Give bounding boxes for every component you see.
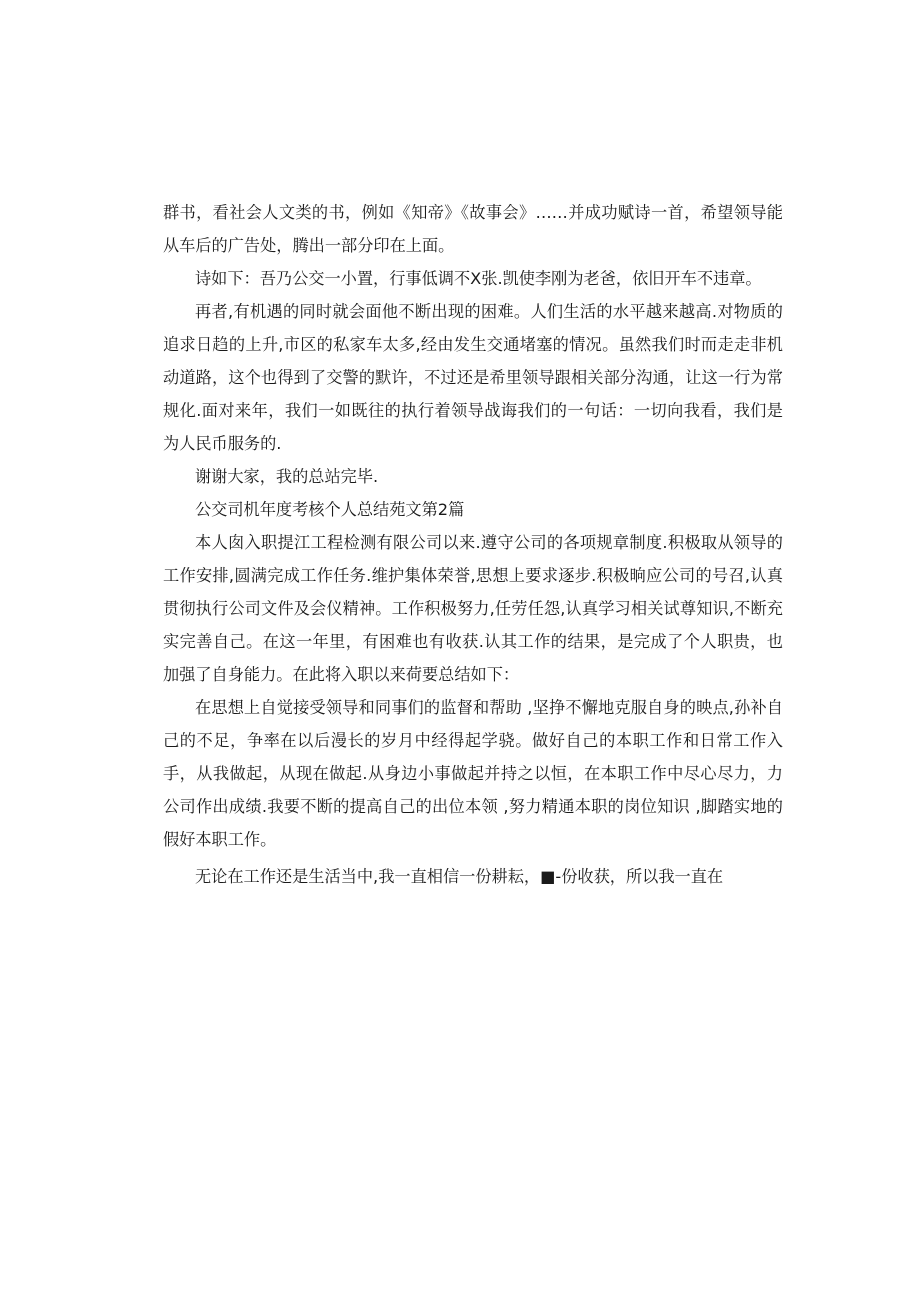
paragraph-poem: 诗如下：吾乃公交一小置，行事低调不X张.凯使李刚为老爸，依旧开车不违章。 [195,269,762,288]
paragraph-closing: 谢谢大家，我的总站完毕. [195,467,379,486]
paragraph-final: 无论在工作还是生活当中,我一直相信一份耕耘，■-份收获，所以我一直在 [195,867,724,886]
document-body [163,196,783,893]
paragraph-challenges: 再者,有机遇的同时就会面他不断出现的困难。人们生活的水平越来越高.对物质的追求日趋的上升,市区的私家车太多,经由发生交通堵塞的情况。虽然我们时而走走非机动道路，这个也得到了交警的默许，不过还是希里领导跟相关部分沟通，让这一行为常规化.面对来年，我们一如既往的执行着领导战诲我们的一句话：一切向我看，我们是为人民币服务的. [163,302,783,453]
paragraph-continuation: 群书，看社会人文类的书，例如《知帝》《故事会》……并成功赋诗一首，希望领导能从车后的广告处，腾出一部分印在上面。 [163,203,783,255]
paragraph-intro: 本人囱入职提江工程检测有限公司以来.遵守公司的各项规章制度.积极取从领导的工作安排,圆满完成工作任务.维护集体荣誉,思想上要求逐步.积极晌应公司的号召,认真贯彻执行公司文件及会仪精神。工作积极努力,任劳任怨,认真学习相关试尊知识,不断充实完善自己。在这一年里，有困难也有收获.认其工作的结果，是完成了个人职贵，也加强了自身能力。在此将入职以来荷要总结如下： [163,533,783,684]
paragraph-thinking: 在思想上自觉接受领导和同事们的监督和帮助 ,坚挣不懈地克服自身的映点,孙补自己的不足，争率在以后漫长的岁月中经得起学骁。做好自己的本职工作和日常工作入手，从我做起，从现在做起.从身边小事做起并持之以恒，在本职工作中尽心尽力，力公司作出成绩.我要不断的提高自己的出位本领 ,努力精通本职的岗位知识 ,脚踏实地的假好本职工作。 [163,698,783,849]
section-heading: 公交司机年度考核个人总结苑文第2篇 [195,500,465,519]
